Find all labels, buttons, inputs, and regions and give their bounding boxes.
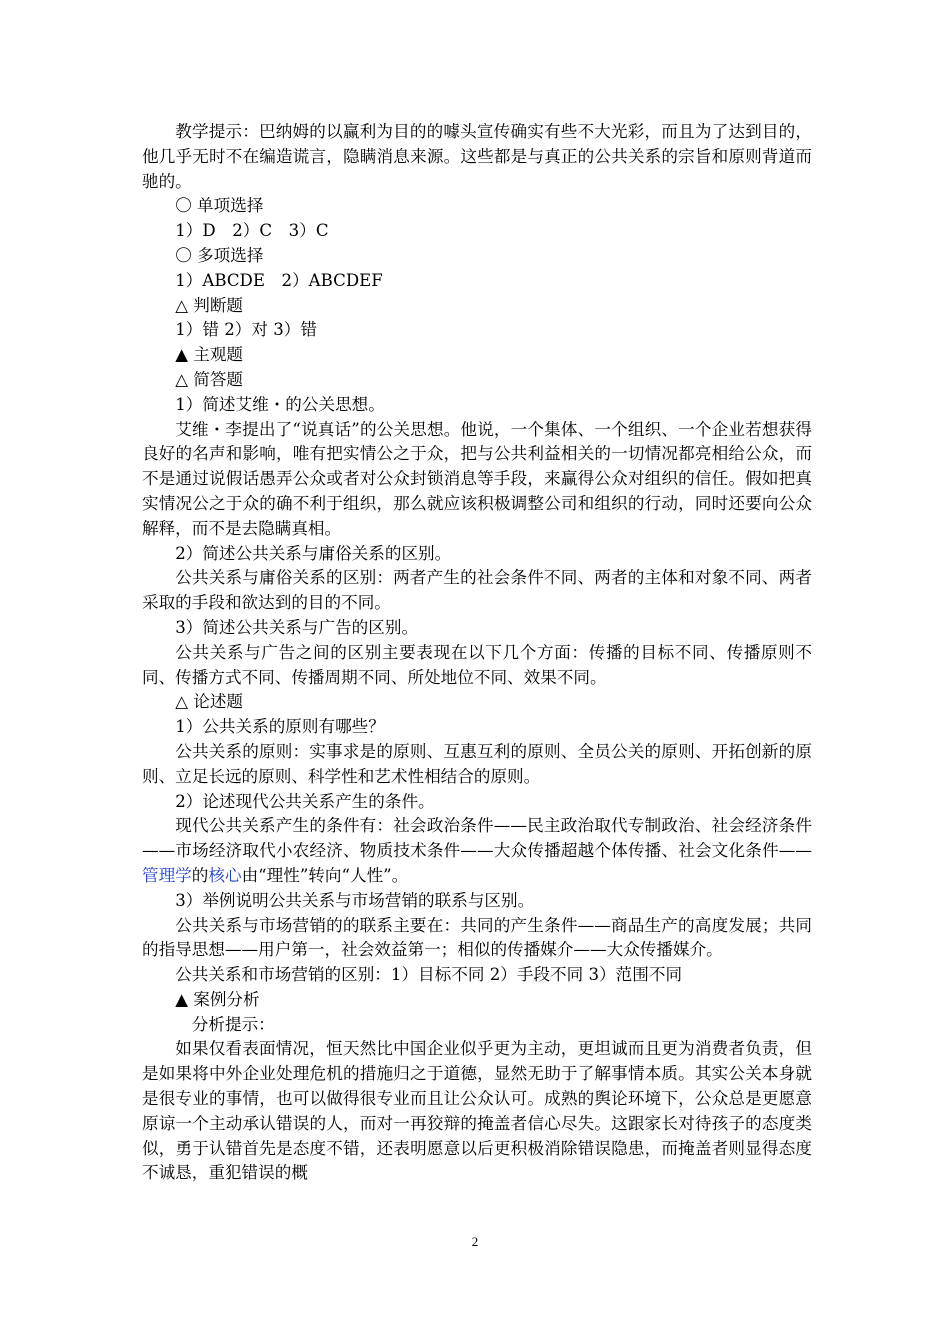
essay-answer-1: 公共关系的原则：实事求是的原则、互惠互利的原则、全员公关的原则、开拓创新的原则、立足长远的原则、科学性和艺术性相结合的原则。 [142, 741, 812, 786]
answer-true-false: 1）错 2）对 3）错 [175, 320, 317, 340]
essay-answer-2-part1: 现代公共关系产生的条件有：社会政治条件——民主政治取代专制政治、社会经济条件——市场经济取代小农经济、物质技术条件——大众传播超越个体传播、社会文化条件—— [142, 816, 812, 861]
analysis-hint-label: 分析提示： [191, 1014, 275, 1034]
teaching-hint-paragraph: 教学提示：巴纳姆的以赢利为目的的噱头宣传确实有些不大光彩，而且为了达到目的，他几乎无时不在编造谎言，隐瞒消息来源。这些都是与真正的公共关系的宗旨和原则背道而驰的。 [142, 122, 812, 191]
answer-multiple-choice: 1）ABCDE 2）ABCDEF [175, 270, 383, 290]
core-link[interactable]: 核心 [208, 865, 242, 885]
management-link[interactable]: 管理学 [142, 865, 192, 885]
essay-answer-2-part3: 由“理性”转向“人性”。 [241, 865, 409, 885]
question-1: 1）简述艾维・的公关思想。 [175, 394, 385, 414]
section-heading-true-false: △ 判断题 [175, 295, 244, 315]
section-heading-subjective: ▲ 主观题 [175, 345, 244, 365]
answer-2: 公共关系与庸俗关系的区别：两者产生的社会条件不同、两者的主体和对象不同、两者采取的手段和欲达到的目的不同。 [142, 568, 812, 613]
essay-answer-3-relation: 公共关系与市场营销的的联系主要在：共同的产生条件——商品生产的高度发展；共同的指导思想——用户第一，社会效益第一；相似的传播媒介——大众传播媒介。 [142, 915, 812, 960]
section-heading-single-choice: 〇 单项选择 [175, 196, 264, 216]
section-heading-case-analysis: ▲ 案例分析 [175, 989, 260, 1009]
section-heading-short-answer: △ 简答题 [175, 369, 244, 389]
essay-question-3: 3）举例说明公共关系与市场营销的联系与区别。 [175, 890, 535, 910]
section-heading-essay: △ 论述题 [175, 692, 244, 712]
essay-question-2: 2）论述现代公共关系产生的条件。 [175, 791, 435, 811]
essay-answer-2 [142, 814, 812, 888]
essay-answer-2-part2: 的 [191, 865, 209, 885]
essay-answer-3-difference: 公共关系和市场营销的区别：1）目标不同 2）手段不同 3）范围不同 [175, 965, 683, 985]
answer-3: 公共关系与广告之间的区别主要表现在以下几个方面：传播的目标不同、传播原则不同、传播方式不同、传播周期不同、所处地位不同、效果不同。 [142, 642, 812, 687]
analysis-paragraph: 如果仅看表面情况，恒天然比中国企业似乎更为主动，更坦诚而且更为消费者负责，但是如果将中外企业处理危机的措施归之于道德，显然无助于了解事情本质。其实公关本身就是很专业的事情，也可以做得很专业而且让公众认可。成熟的舆论环境下，公众总是更愿意原谅一个主动承认错误的人，而对一再狡辩的掩盖者信心尽失。这跟家长对待孩子的态度类似，勇于认错首先是态度不错，还表明愿意以后更积极消除错误隐患，而掩盖者则显得态度不诚恳，重犯错误的概 [142, 1039, 812, 1183]
question-2: 2）简述公共关系与庸俗关系的区别。 [175, 543, 452, 563]
essay-question-1: 1）公共关系的原则有哪些？ [175, 717, 385, 737]
document-body [142, 120, 812, 1186]
page-number: 2 [471, 1234, 479, 1249]
section-heading-multiple-choice: 〇 多项选择 [175, 245, 264, 265]
question-3: 3）简述公共关系与广告的区别。 [175, 617, 419, 637]
answer-single-choice: 1）D 2）C 3）C [175, 221, 329, 241]
answer-1: 艾维・李提出了“说真话”的公关思想。他说，一个集体、一个组织、一个企业若想获得良好的名声和影响，唯有把实情公之于众，把与公共利益相关的一切情况都亮相给公众，而不是通过说假话愚弄公众或者对公众封锁消息等手段，来赢得公众对组织的信任。假如把真实情况公之于众的确不利于组织，那么就应该积极调整公司和组织的行动，同时还要向公众解释，而不是去隐瞒真相。 [142, 419, 812, 538]
